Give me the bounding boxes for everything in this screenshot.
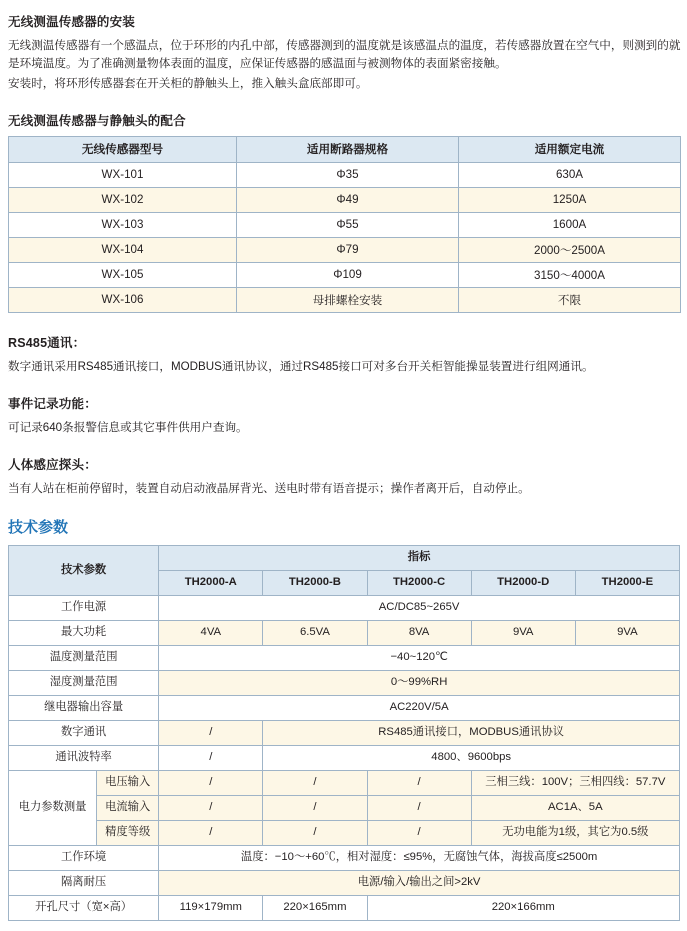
cell-spec: Φ49: [237, 187, 459, 212]
value-voltage-input-de: 三相三线：100V；三相四线：57.7V: [471, 770, 679, 795]
cell-current: 不限: [459, 287, 681, 312]
th-rated-current: 适用额定电流: [459, 136, 681, 162]
table-row-current-input: [9, 795, 680, 820]
table-row-isolation-voltage: [9, 870, 680, 895]
table-row: [9, 212, 681, 237]
event-log-paragraph: 可记录640条报警信息或其它事件供用户查询。: [8, 420, 248, 434]
section-title-event-log: 事件记录功能：: [8, 396, 97, 411]
rowlabel-power-supply: 工作电源: [9, 595, 159, 620]
value-max-power-c: 8VA: [367, 620, 471, 645]
rowlabel-operating-env: 工作环境: [9, 845, 159, 870]
th-model-d: TH2000-D: [471, 570, 575, 595]
cell-spec: Φ35: [237, 162, 459, 187]
table-row: [9, 162, 681, 187]
value-current-input-a: /: [159, 795, 263, 820]
th-indicator: 指标: [159, 545, 680, 570]
section-title-sensor-match: 无线测温传感器与静触头的配合: [8, 113, 186, 128]
th-model: 无线传感器型号: [9, 136, 237, 162]
rowlabel-voltage-input: 电压输入: [97, 770, 159, 795]
value-max-power-a: 4VA: [159, 620, 263, 645]
rowlabel-relay-capacity: 继电器输出容量: [9, 695, 159, 720]
rowlabel-humidity-range: 湿度测量范围: [9, 670, 159, 695]
section-title-rs485: RS485通讯：: [8, 335, 86, 350]
th-model-c: TH2000-C: [367, 570, 471, 595]
th-tech-params: 技术参数: [9, 545, 159, 595]
value-cutout-size-b: 220×165mm: [263, 895, 367, 920]
cell-spec: Φ109: [237, 262, 459, 287]
value-max-power-d: 9VA: [471, 620, 575, 645]
value-voltage-input-a: /: [159, 770, 263, 795]
table-row-voltage-input: [9, 770, 680, 795]
cell-current: 1600A: [459, 212, 681, 237]
value-cutout-size-cde: 220×166mm: [367, 895, 680, 920]
table-row-operating-env: [9, 845, 680, 870]
table-header-row: [9, 136, 681, 162]
cell-current: 3150～4000A: [459, 262, 681, 287]
value-baud-rate-a: /: [159, 745, 263, 770]
cell-model: WX-101: [9, 162, 237, 187]
value-digital-comm-a: /: [159, 720, 263, 745]
value-digital-comm-rest: RS485通讯接口，MODBUS通讯协议: [263, 720, 680, 745]
table-row-temp-range: [9, 645, 680, 670]
rowlabel-temp-range: 温度测量范围: [9, 645, 159, 670]
table-row-humidity-range: [9, 670, 680, 695]
value-current-input-de: AC1A、5A: [471, 795, 679, 820]
cell-model: WX-104: [9, 237, 237, 262]
cell-spec: Φ55: [237, 212, 459, 237]
table-row: [9, 237, 681, 262]
table-row-baud-rate: [9, 745, 680, 770]
value-accuracy-b: /: [263, 820, 367, 845]
value-humidity-range: 0～99%RH: [159, 670, 680, 695]
cell-model: WX-106: [9, 287, 237, 312]
cell-spec: 母排螺栓安装: [237, 287, 459, 312]
value-baud-rate-rest: 4800、9600bps: [263, 745, 680, 770]
value-current-input-c: /: [367, 795, 471, 820]
installation-paragraph-1: 无线测温传感器有一个感温点，位于环形的内孔中部，传感器测到的温度就是该感温点的温度，若传感器放置在空气中，则测到的就是环境温度。为了准确测量物体表面的温度，应保证传感器的感温面与被测物体的表面紧密接触。: [8, 39, 681, 70]
table-row: [9, 262, 681, 287]
cell-model: WX-102: [9, 187, 237, 212]
th-model-e: TH2000-E: [575, 570, 679, 595]
tech-params-title: 技术参数: [8, 518, 69, 536]
table-row-max-power: [9, 620, 680, 645]
value-accuracy-de: 无功电能为1级，其它为0.5级: [471, 820, 679, 845]
installation-paragraph-2: 安装时，将环形传感器套在开关柜的静触头上，推入触头盒底部即可。: [8, 76, 368, 90]
rowlabel-baud-rate: 通讯波特率: [9, 745, 159, 770]
tech-params-table: [8, 545, 680, 921]
cell-spec: Φ79: [237, 237, 459, 262]
value-current-input-b: /: [263, 795, 367, 820]
value-temp-range: −40~120℃: [159, 645, 680, 670]
table-row: [9, 287, 681, 312]
value-voltage-input-b: /: [263, 770, 367, 795]
rowlabel-max-power: 最大功耗: [9, 620, 159, 645]
table-row-accuracy-class: [9, 820, 680, 845]
th-breaker-spec: 适用断路器规格: [237, 136, 459, 162]
table-row-cutout-size: [9, 895, 680, 920]
cell-current: 630A: [459, 162, 681, 187]
th-model-a: TH2000-A: [159, 570, 263, 595]
sensor-match-table: [8, 136, 681, 313]
table-row-relay-capacity: [9, 695, 680, 720]
value-operating-env: 温度：−10～+60℃，相对湿度：≤95%，无腐蚀气体，海拔高度≤2500m: [159, 845, 680, 870]
table-row-digital-comm: [9, 720, 680, 745]
cell-current: 1250A: [459, 187, 681, 212]
value-power-supply: AC/DC85~265V: [159, 595, 680, 620]
table-header-row: [9, 545, 680, 570]
table-row: [9, 187, 681, 212]
rs485-paragraph: 数字通讯采用RS485通讯接口，MODBUS通讯协议，通过RS485接口可对多台开关柜智能操显装置进行组网通讯。: [8, 359, 594, 373]
section-title-human-sensor: 人体感应探头：: [8, 457, 97, 472]
rowlabel-digital-comm: 数字通讯: [9, 720, 159, 745]
rowlabel-current-input: 电流输入: [97, 795, 159, 820]
value-voltage-input-c: /: [367, 770, 471, 795]
th-model-b: TH2000-B: [263, 570, 367, 595]
cell-current: 2000～2500A: [459, 237, 681, 262]
rowlabel-accuracy-class: 精度等级: [97, 820, 159, 845]
table-row-power-supply: [9, 595, 680, 620]
rowlabel-power-measure-group: 电力参数测量: [9, 770, 97, 845]
human-sensor-paragraph: 当有人站在柜前停留时，装置自动启动液晶屏背光、送电时带有语音提示；操作者离开后，自动停止。: [8, 481, 530, 495]
value-max-power-b: 6.5VA: [263, 620, 367, 645]
cell-model: WX-103: [9, 212, 237, 237]
value-isolation-voltage: 电源/输入/输出之间>2kV: [159, 870, 680, 895]
value-relay-capacity: AC220V/5A: [159, 695, 680, 720]
rowlabel-isolation-voltage: 隔离耐压: [9, 870, 159, 895]
rowlabel-cutout-size: 开孔尺寸（宽×高）: [9, 895, 159, 920]
value-accuracy-a: /: [159, 820, 263, 845]
section-title-installation: 无线测温传感器的安装: [8, 15, 136, 29]
value-max-power-e: 9VA: [575, 620, 679, 645]
cell-model: WX-105: [9, 262, 237, 287]
value-accuracy-c: /: [367, 820, 471, 845]
value-cutout-size-a: 119×179mm: [159, 895, 263, 920]
